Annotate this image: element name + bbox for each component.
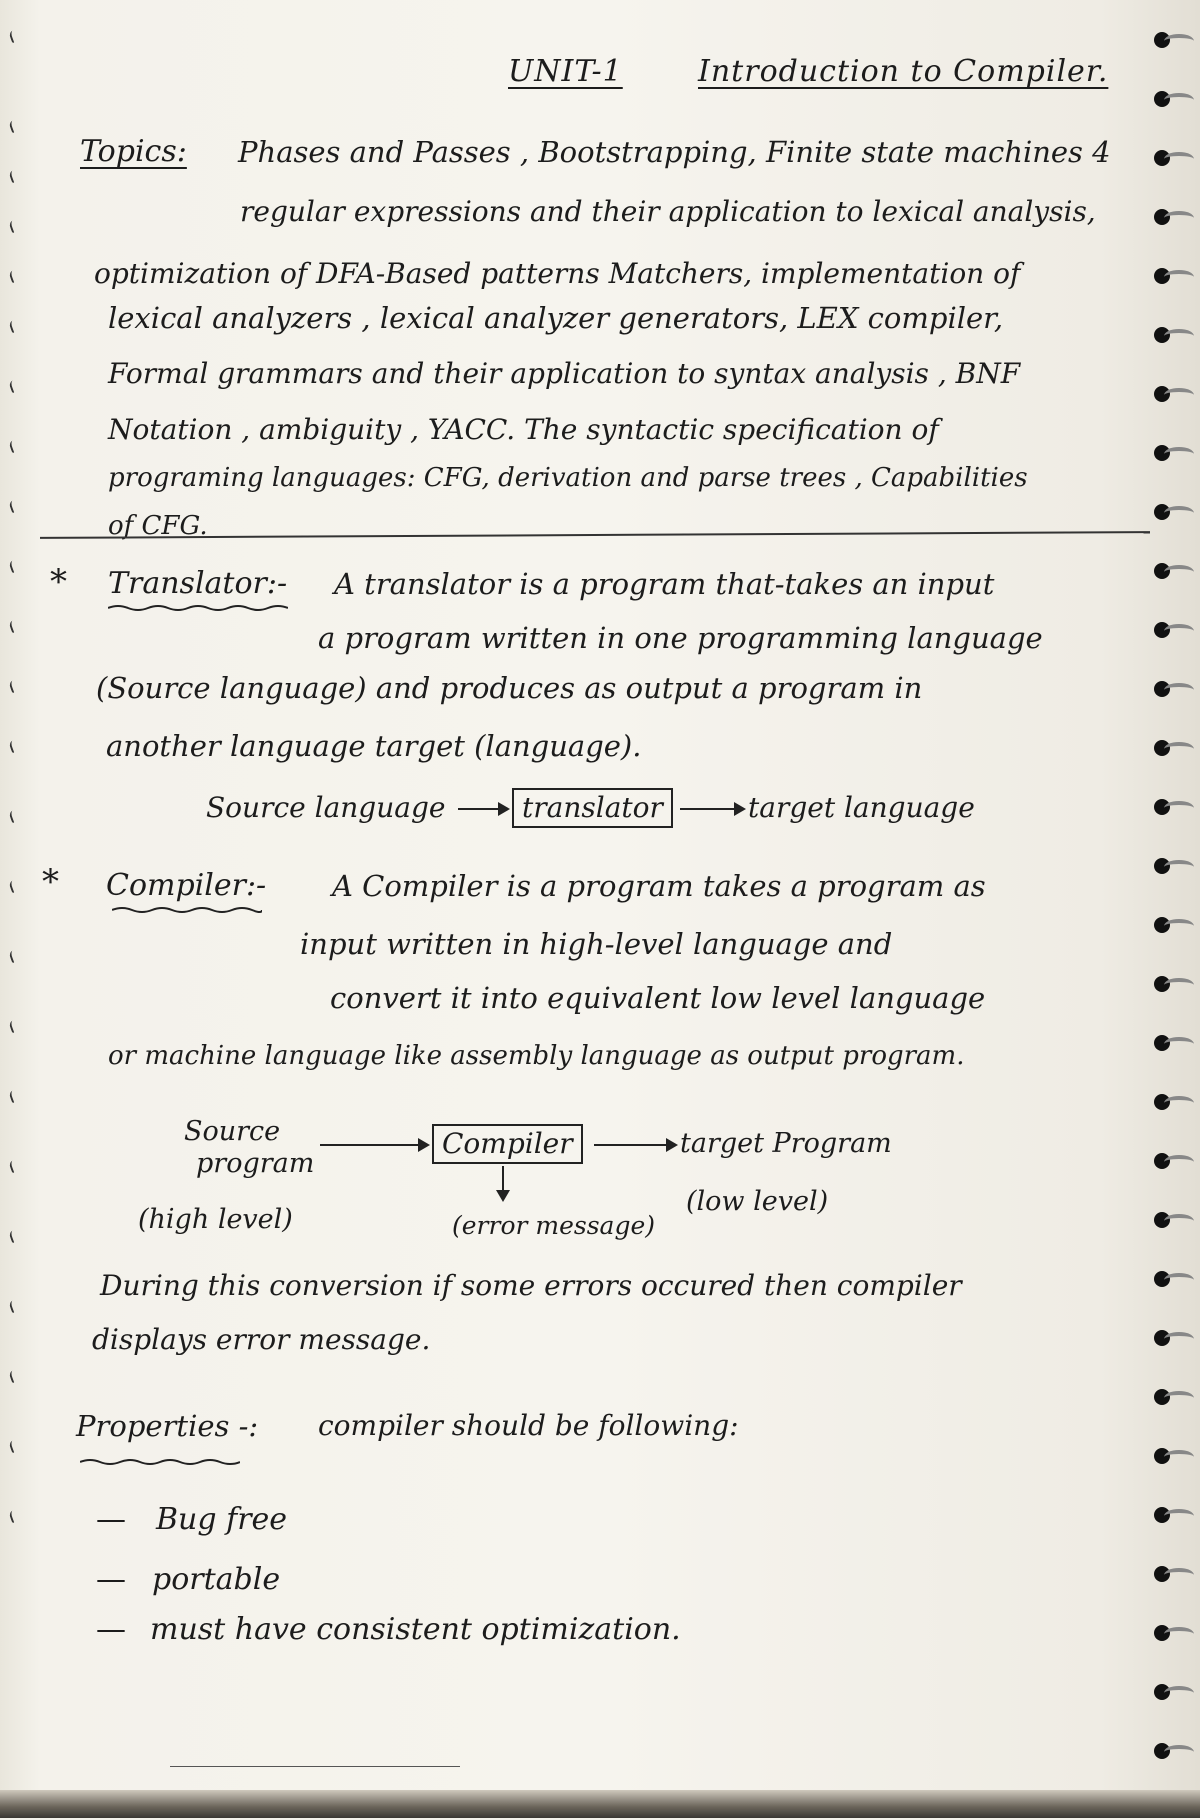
spiral-ring	[1154, 1387, 1182, 1407]
compiler-diagram-target-level: (low level)	[686, 1186, 829, 1217]
compiler-bullet: *	[42, 862, 59, 902]
translator-diagram-source: Source language	[206, 791, 446, 824]
translator-line-3: (Source language) and produces as output a program in	[96, 671, 923, 705]
topics-line-7: programing languages: CFG, derivation and parse trees , Capabilities	[108, 463, 1028, 493]
spiral-ring	[1154, 89, 1182, 109]
properties-squiggle	[80, 1458, 240, 1466]
spiral-ring	[1154, 1151, 1182, 1171]
translator-box: translator	[512, 788, 673, 828]
translator-label: Translator:-	[108, 566, 288, 601]
translator-arrow-in	[458, 808, 508, 810]
topics-line-1: Phases and Passes , Bootstrapping, Finite state machines 4	[238, 135, 1111, 169]
spiral-ring	[1154, 679, 1182, 699]
spiral-ring	[1154, 1682, 1182, 1702]
spiral-ring	[1154, 856, 1182, 876]
property-dash-1: —	[96, 1502, 126, 1537]
topics-line-8: of CFG.	[108, 511, 208, 541]
topics-line-5: Formal grammars and their application to syntax analysis , BNF	[108, 357, 1021, 390]
spiral-ring	[1154, 1092, 1182, 1112]
compiler-diagram-error: (error message)	[452, 1211, 656, 1240]
compiler-line-3: convert it into equivalent low level language	[330, 981, 986, 1015]
compiler-diagram-source-2: program	[196, 1148, 315, 1179]
property-dash-2: —	[96, 1562, 126, 1597]
spiral-ring	[1154, 207, 1182, 227]
property-item-3: must have consistent optimization.	[150, 1612, 681, 1647]
spiral-ring	[1154, 148, 1182, 168]
compiler-diagram-source-level: (high level)	[138, 1204, 293, 1235]
spiral-ring	[1154, 1505, 1182, 1525]
spiral-ring	[1154, 266, 1182, 286]
translator-line-2: a program written in one programming language	[318, 621, 1043, 655]
topics-label: Topics:	[80, 134, 187, 169]
spiral-ring	[1154, 325, 1182, 345]
spiral-ring	[1154, 443, 1182, 463]
compiler-line-1: A Compiler is a program takes a program as	[332, 869, 986, 903]
compiler-box: Compiler	[432, 1124, 583, 1164]
translator-bullet: *	[50, 562, 67, 602]
page-title-subject: Introduction to Compiler.	[698, 54, 1109, 89]
compiler-diagram-source-1: Source	[184, 1116, 281, 1147]
compiler-line-4: or machine language like assembly language as output program.	[108, 1041, 965, 1071]
translator-squiggle	[108, 604, 288, 612]
compiler-arrow-in	[320, 1144, 428, 1146]
error-line-2: displays error message.	[92, 1323, 431, 1356]
spiral-ring	[1154, 384, 1182, 404]
compiler-label: Compiler:-	[106, 868, 267, 903]
topics-line-6: Notation , ambiguity , YACC. The syntactic specification of	[108, 413, 939, 446]
spiral-ring	[1154, 738, 1182, 758]
properties-label: Properties -:	[76, 1409, 259, 1443]
topics-line-4: lexical analyzers , lexical analyzer generators, LEX compiler,	[108, 301, 1004, 335]
spiral-ring	[1154, 1328, 1182, 1348]
error-line-1: During this conversion if some errors occured then compiler	[100, 1269, 962, 1302]
spiral-ring	[1154, 1741, 1182, 1761]
left-margin-marks	[4, 20, 28, 1720]
spiral-ring	[1154, 1033, 1182, 1053]
property-item-2: portable	[152, 1562, 281, 1597]
property-dash-3: —	[96, 1612, 126, 1647]
compiler-error-arrow	[502, 1166, 504, 1200]
spiral-ring	[1154, 1446, 1182, 1466]
spiral-ring	[1154, 1269, 1182, 1289]
spiral-ring	[1154, 1564, 1182, 1584]
spiral-ring	[1154, 797, 1182, 817]
translator-arrow-out	[680, 808, 744, 810]
spiral-ring	[1154, 502, 1182, 522]
translator-line-1: A translator is a program that-takes an input	[334, 567, 995, 601]
spiral-ring	[1154, 561, 1182, 581]
spiral-ring	[1154, 30, 1182, 50]
compiler-line-2: input written in high-level language and	[300, 927, 893, 961]
compiler-squiggle	[112, 906, 262, 914]
spiral-ring	[1154, 915, 1182, 935]
compiler-arrow-out	[594, 1144, 676, 1146]
topics-line-3: optimization of DFA-Based patterns Matchers, implementation of	[94, 257, 1021, 290]
bottom-rule	[170, 1766, 460, 1767]
spiral-ring	[1154, 620, 1182, 640]
compiler-diagram-target: target Program	[680, 1128, 892, 1159]
spiral-ring	[1154, 974, 1182, 994]
page-bottom-shadow	[0, 1790, 1200, 1818]
topics-line-2: regular expressions and their application to lexical analysis,	[240, 195, 1096, 228]
spiral-binding	[1130, 30, 1200, 1820]
translator-diagram-target: target language	[748, 791, 975, 824]
property-item-1: Bug free	[156, 1502, 288, 1537]
properties-intro: compiler should be following:	[318, 1409, 739, 1442]
page-title-unit: UNIT-1	[508, 54, 623, 89]
translator-line-4: another language target (language).	[106, 729, 642, 763]
spiral-ring	[1154, 1210, 1182, 1230]
spiral-ring	[1154, 1623, 1182, 1643]
